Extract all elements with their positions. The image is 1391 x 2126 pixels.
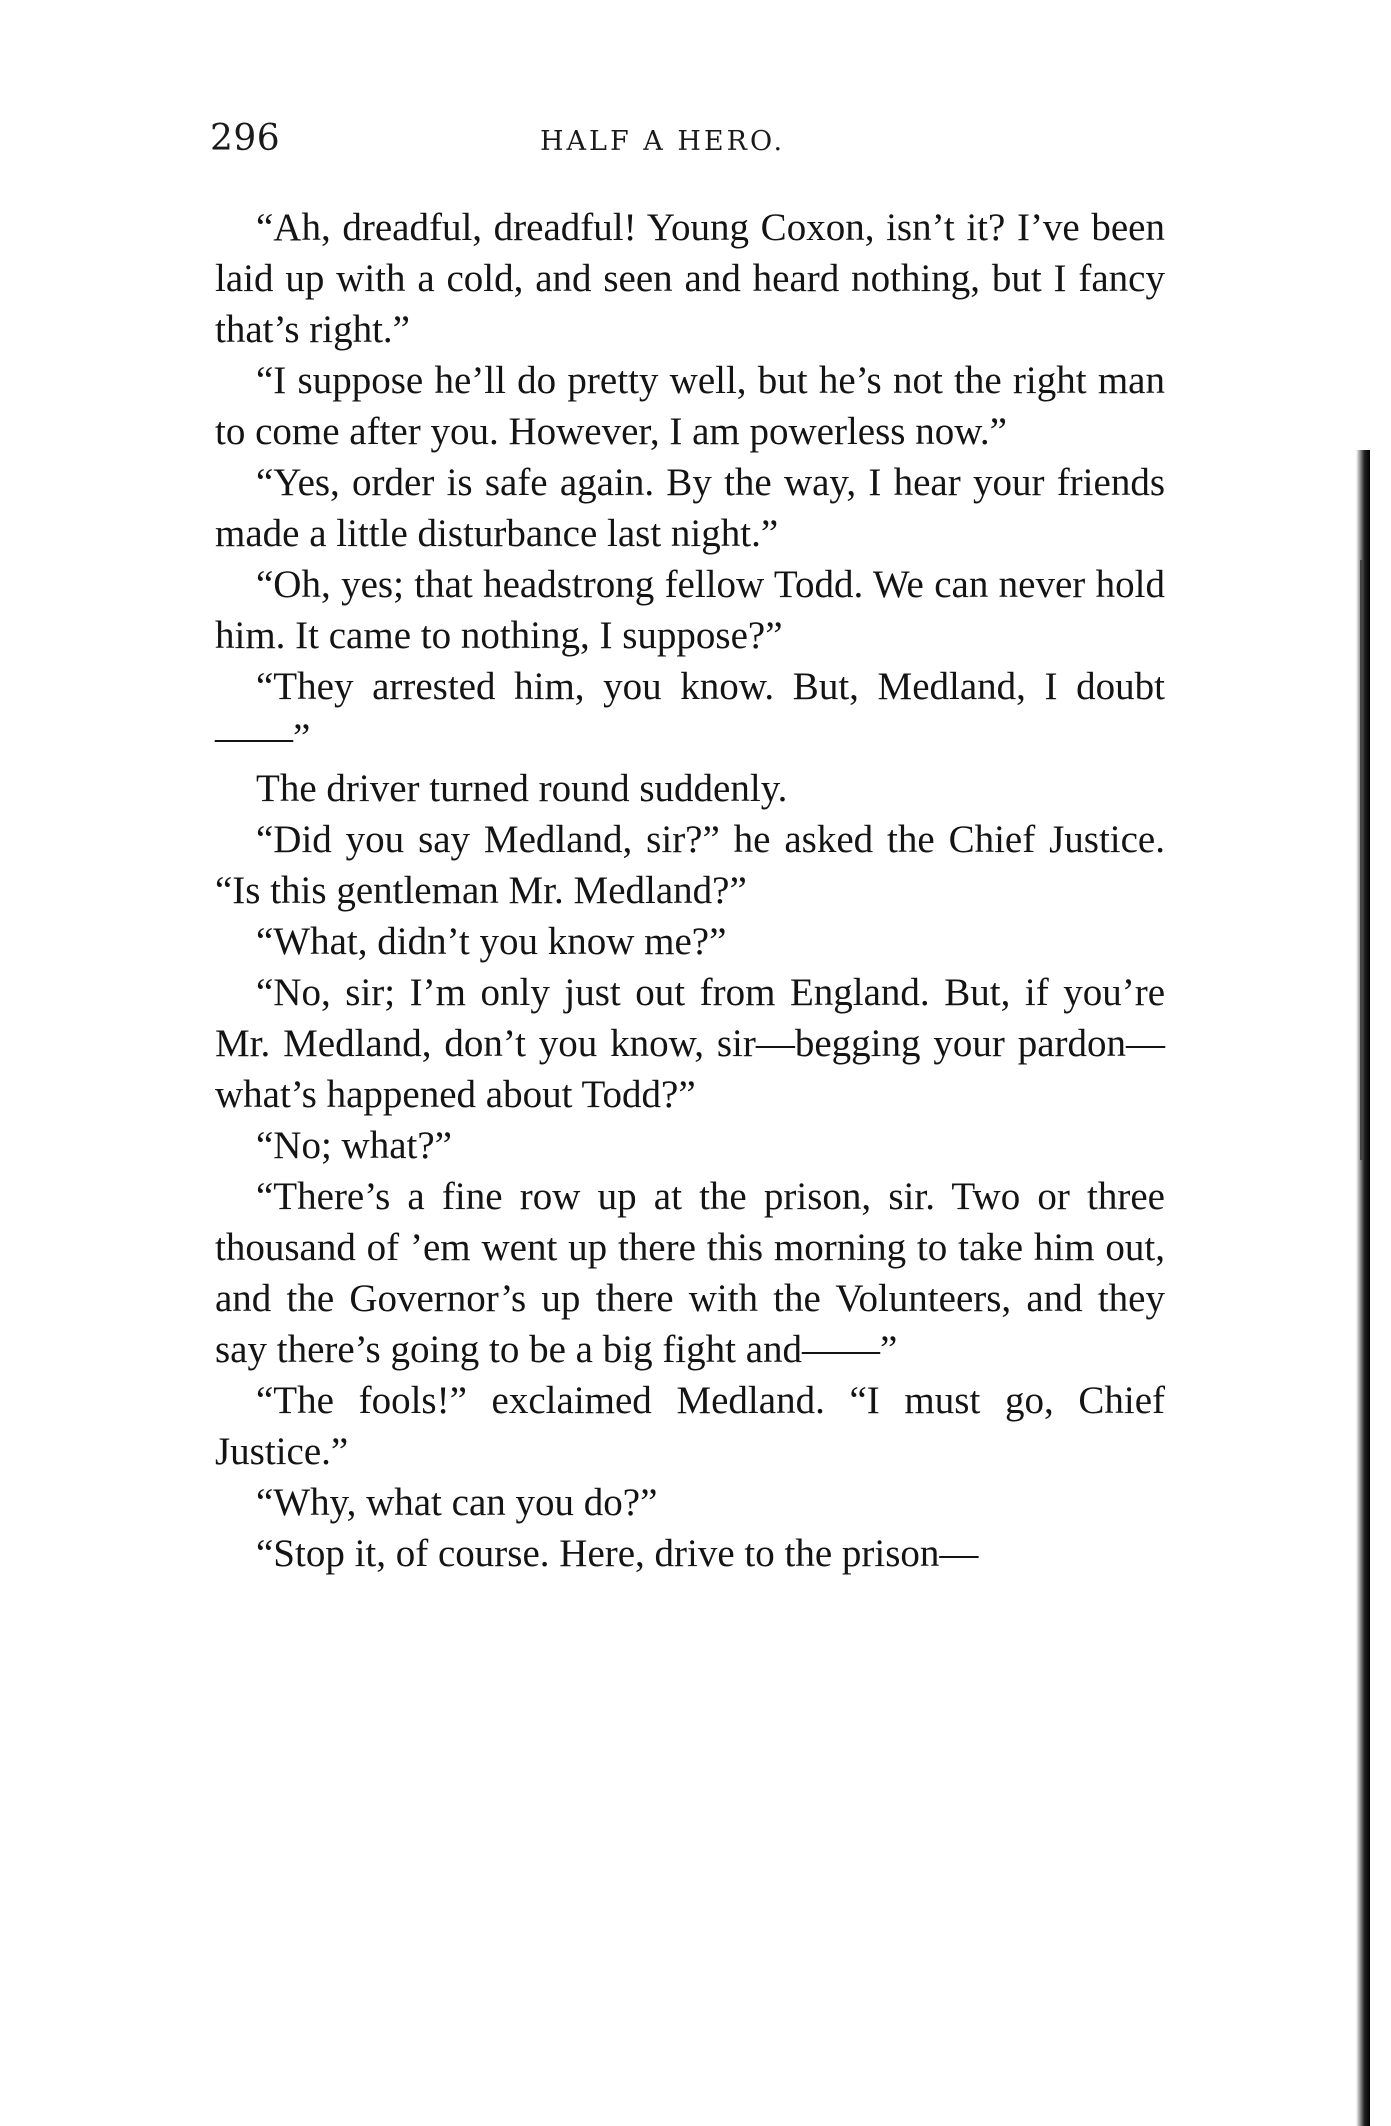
paragraph: “What, didn’t you know me?”: [256, 920, 727, 963]
paragraph: “Yes, order is safe again. By the way, I hear your friends made a little disturbance last night.”: [215, 461, 1165, 555]
paragraph: “Did you say Medland, sir?” he asked the Chief Justice. “Is this gentleman Mr. Medland?”: [215, 818, 1165, 912]
page-header: [210, 118, 1165, 168]
running-title: HALF A HERO.: [540, 126, 786, 157]
page-edge-shadow: [1356, 450, 1370, 2126]
body-text: [215, 202, 1165, 1579]
paragraph: “No, sir; I’m only just out from England. But, if you’re Mr. Medland, don’t you know, sir—begging your pardon—what’s happened about Todd?”: [215, 971, 1165, 1116]
paragraph: “Why, what can you do?”: [256, 1481, 658, 1524]
paragraph: “The fools!” exclaimed Medland. “I must go, Chief Justice.”: [215, 1379, 1165, 1473]
paragraph: “Oh, yes; that headstrong fellow Todd. We can never hold him. It came to nothing, I suppose?”: [215, 563, 1165, 657]
paragraph: “No; what?”: [256, 1124, 452, 1167]
paragraph: “There’s a fine row up at the prison, sir. Two or three thousand of ’em went up there this morning to take him out, and the Governor’s up there with the Volunteers, and they say there’s going to be a big fight and——”: [215, 1175, 1165, 1371]
paragraph: “They arrested him, you know. But, Medland, I doubt——”: [215, 665, 1165, 759]
paragraph: “Ah, dreadful, dreadful! Young Coxon, isn’t it? I’ve been laid up with a cold, and seen and heard nothing, but I fancy that’s right.”: [215, 206, 1165, 351]
paragraph: The driver turned round suddenly.: [256, 767, 788, 810]
paragraph: “Stop it, of course. Here, drive to the prison—: [256, 1532, 979, 1575]
page-edge-line: [1360, 560, 1363, 1160]
paragraph: “I suppose he’ll do pretty well, but he’s not the right man to come after you. However, I am powerless now.”: [215, 359, 1165, 453]
page-number: 296: [210, 118, 281, 159]
